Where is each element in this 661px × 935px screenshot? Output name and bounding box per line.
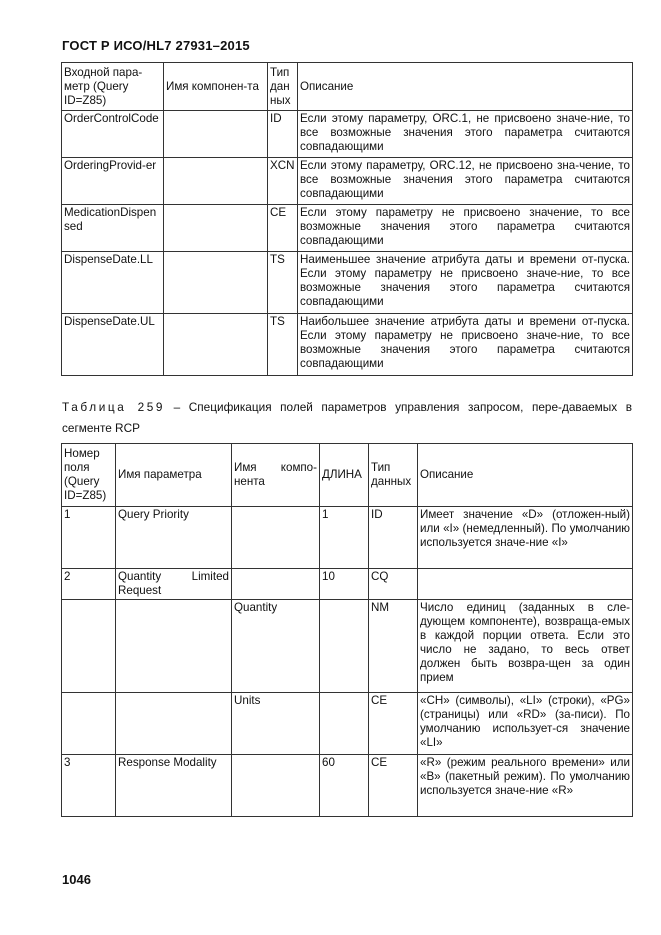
type-cell: NM: [369, 600, 418, 693]
param-cell: DispenseDate.UL: [62, 314, 164, 376]
table-row: [62, 507, 633, 569]
param-cell: MedicationDispensed: [62, 205, 164, 252]
description-cell: «R» (режим реального времени» или «B» (пакетный режим). По умолчанию используется значе-ние «R»: [418, 755, 633, 817]
param-name-cell: [116, 600, 232, 693]
param-name-cell: Quantity Limited Request: [116, 569, 232, 600]
column-header: Тип данных: [369, 444, 418, 507]
param-name-cell: [116, 693, 232, 755]
component-cell: [164, 111, 268, 158]
component-cell: [232, 755, 320, 817]
length-cell: 10: [320, 569, 369, 600]
type-cell: CE: [369, 755, 418, 817]
table-row: [62, 314, 633, 376]
component-cell: [164, 314, 268, 376]
table-row: [62, 693, 633, 755]
table-caption-text: – Спецификация полей параметров управления запросом, пере-даваемых в сегменте RCP: [62, 400, 632, 435]
type-cell: CE: [268, 205, 298, 252]
param-name-cell: Response Modality: [116, 755, 232, 817]
column-header: Описание: [298, 63, 633, 111]
description-cell: Если этому параметру не присвоено значение, то все возможные значения этого параметра считаются совпадающими: [298, 205, 633, 252]
column-header: Имя параметра: [116, 444, 232, 507]
description-cell: Наименьшее значение атрибута даты и времени от-пуска. Если этому параметру не присвоено значе-ние, то все возможные значения этого параметра считаются совпадающими: [298, 252, 633, 314]
description-cell: Если этому параметру, ORC.1, не присвоено значе-ние, то все возможные значения этого параметра считаются совпадающими: [298, 111, 633, 158]
table-row: [62, 600, 633, 693]
param-name-cell: Query Priority: [116, 507, 232, 569]
description-cell: Наибольшее значение атрибута даты и времени от-пуска. Если этому параметру не присвоено значе-ние, то все возможные значения этого параметра считаются совпадающими: [298, 314, 633, 376]
param-cell: OrderControlCode: [62, 111, 164, 158]
table-caption: [62, 397, 632, 439]
table-header-row: [62, 444, 633, 507]
length-cell: [320, 693, 369, 755]
table-row: [62, 158, 633, 205]
component-cell: [232, 507, 320, 569]
type-cell: ID: [268, 111, 298, 158]
column-header: ДЛИНА: [320, 444, 369, 507]
page-number: 1046: [62, 872, 91, 887]
component-cell: Units: [232, 693, 320, 755]
column-header: Имя компонен-та: [164, 63, 268, 111]
column-header: Номер поля (Query ID=Z85): [62, 444, 116, 507]
component-cell: [232, 569, 320, 600]
length-cell: 60: [320, 755, 369, 817]
component-cell: Quantity: [232, 600, 320, 693]
component-cell: [164, 158, 268, 205]
type-cell: CQ: [369, 569, 418, 600]
table-row: [62, 111, 633, 158]
field-number-cell: 1: [62, 507, 116, 569]
rcp-parameters-table: [61, 443, 633, 817]
type-cell: TS: [268, 314, 298, 376]
type-cell: XCN: [268, 158, 298, 205]
table-row: [62, 755, 633, 817]
column-header: Описание: [418, 444, 633, 507]
description-cell: Число единиц (заданных в сле-дующем компоненте), возвраща-емых в каждой порции ответа. Если это число не задано, то весь ответ должен быть возвра-щен за один прием: [418, 600, 633, 693]
component-cell: [164, 252, 268, 314]
field-number-cell: [62, 693, 116, 755]
length-cell: 1: [320, 507, 369, 569]
type-cell: ID: [369, 507, 418, 569]
column-header: Тип дан ных: [268, 63, 298, 111]
input-parameters-table: [61, 62, 633, 376]
table-row: [62, 205, 633, 252]
description-cell: «CH» (символы), «LI» (строки), «PG» (страницы) или «RD» (за-писи). По умолчанию использует-ся значение «LI»: [418, 693, 633, 755]
document-header: ГОСТ Р ИСО/HL7 27931–2015: [62, 38, 250, 53]
table-row: [62, 569, 633, 600]
param-cell: OrderingProvid-er: [62, 158, 164, 205]
column-header: Имя компо-нента: [232, 444, 320, 507]
field-number-cell: 2: [62, 569, 116, 600]
type-cell: CE: [369, 693, 418, 755]
type-cell: TS: [268, 252, 298, 314]
column-header: Входной пара-метр (Query ID=Z85): [62, 63, 164, 111]
field-number-cell: [62, 600, 116, 693]
table-header-row: [62, 63, 633, 111]
description-cell: Имеет значение «D» (отложен-ный) или «I» (немедленный). По умолчанию используется значе-ние «I»: [418, 507, 633, 569]
table-row: [62, 252, 633, 314]
table-caption-label: Таблица 259: [62, 400, 166, 414]
description-cell: [418, 569, 633, 600]
component-cell: [164, 205, 268, 252]
field-number-cell: 3: [62, 755, 116, 817]
length-cell: [320, 600, 369, 693]
description-cell: Если этому параметру, ORC.12, не присвоено зна-чение, то все возможные значения этого параметра считаются совпадающими: [298, 158, 633, 205]
param-cell: DispenseDate.LL: [62, 252, 164, 314]
